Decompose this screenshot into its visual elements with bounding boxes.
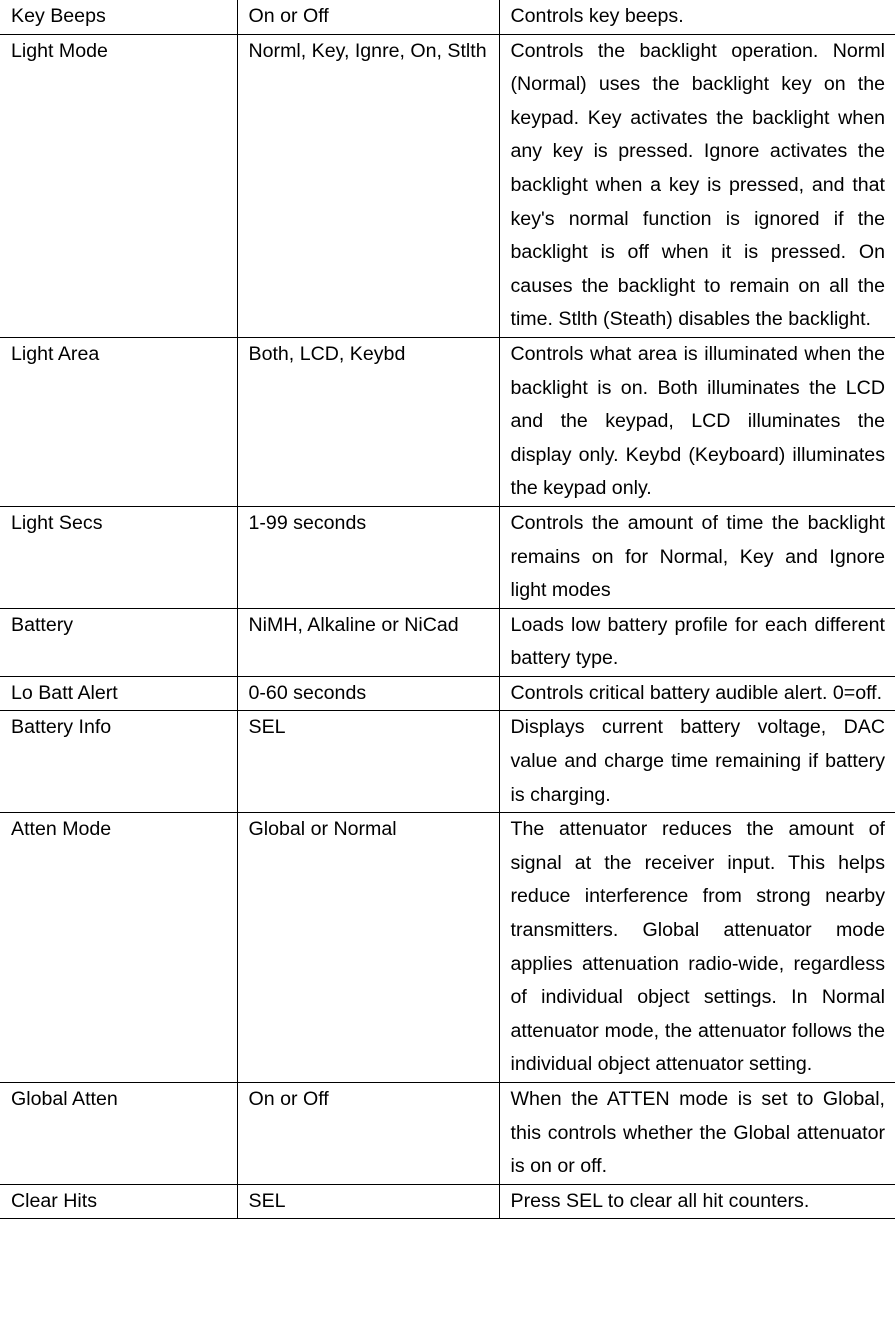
table-row	[0, 337, 895, 506]
setting-name: Light Area	[0, 337, 237, 506]
table-row	[0, 506, 895, 608]
setting-values: 1-99 seconds	[237, 506, 499, 608]
setting-description: Displays current battery voltage, DAC value and charge time remaining if battery is charging.	[499, 711, 895, 813]
table-row	[0, 608, 895, 676]
setting-name: Clear Hits	[0, 1184, 237, 1219]
setting-description: When the ATTEN mode is set to Global, this controls whether the Global attenuator is on or off.	[499, 1083, 895, 1185]
setting-values: SEL	[237, 711, 499, 813]
setting-description: Press SEL to clear all hit counters.	[499, 1184, 895, 1219]
setting-name: Atten Mode	[0, 813, 237, 1083]
setting-values: On or Off	[237, 0, 499, 34]
setting-values: NiMH, Alkaline or NiCad	[237, 608, 499, 676]
setting-name: Global Atten	[0, 1083, 237, 1185]
setting-name: Lo Batt Alert	[0, 676, 237, 711]
table-row	[0, 813, 895, 1083]
setting-name: Battery	[0, 608, 237, 676]
setting-description: The attenuator reduces the amount of signal at the receiver input. This helps reduce interference from strong nearby transmitters. Global attenuator mode applies attenuation radio-wide, regardless of individual object settings. In Normal attenuator mode, the attenuator follows the individual object attenuator setting.	[499, 813, 895, 1083]
setting-name: Battery Info	[0, 711, 237, 813]
setting-description: Controls critical battery audible alert. 0=off.	[499, 676, 895, 711]
table-row	[0, 34, 895, 337]
table-row	[0, 1184, 895, 1219]
setting-values: Both, LCD, Keybd	[237, 337, 499, 506]
setting-description: Controls what area is illuminated when the backlight is on. Both illuminates the LCD and the keypad, LCD illuminates the display only. Keybd (Keyboard) illuminates the keypad only.	[499, 337, 895, 506]
setting-values: Norml, Key, Ignre, On, Stlth	[237, 34, 499, 337]
table-row	[0, 0, 895, 34]
setting-description: Controls the backlight operation. Norml (Normal) uses the backlight key on the keypad. Key activates the backlight when any key is pressed. Ignore activates the backlight when a key is pressed, and that key's normal function is ignored if the backlight is off when it is pressed. On causes the backlight to remain on all the time. Stlth (Steath) disables the backlight.	[499, 34, 895, 337]
setting-name: Key Beeps	[0, 0, 237, 34]
setting-description: Loads low battery profile for each different battery type.	[499, 608, 895, 676]
table-row	[0, 1083, 895, 1185]
setting-values: SEL	[237, 1184, 499, 1219]
setting-description: Controls the amount of time the backlight remains on for Normal, Key and Ignore light modes	[499, 506, 895, 608]
setting-values: On or Off	[237, 1083, 499, 1185]
table-row	[0, 676, 895, 711]
setting-values: Global or Normal	[237, 813, 499, 1083]
table-row	[0, 711, 895, 813]
setting-name: Light Secs	[0, 506, 237, 608]
setting-description: Controls key beeps.	[499, 0, 895, 34]
setting-values: 0-60 seconds	[237, 676, 499, 711]
setting-name: Light Mode	[0, 34, 237, 337]
